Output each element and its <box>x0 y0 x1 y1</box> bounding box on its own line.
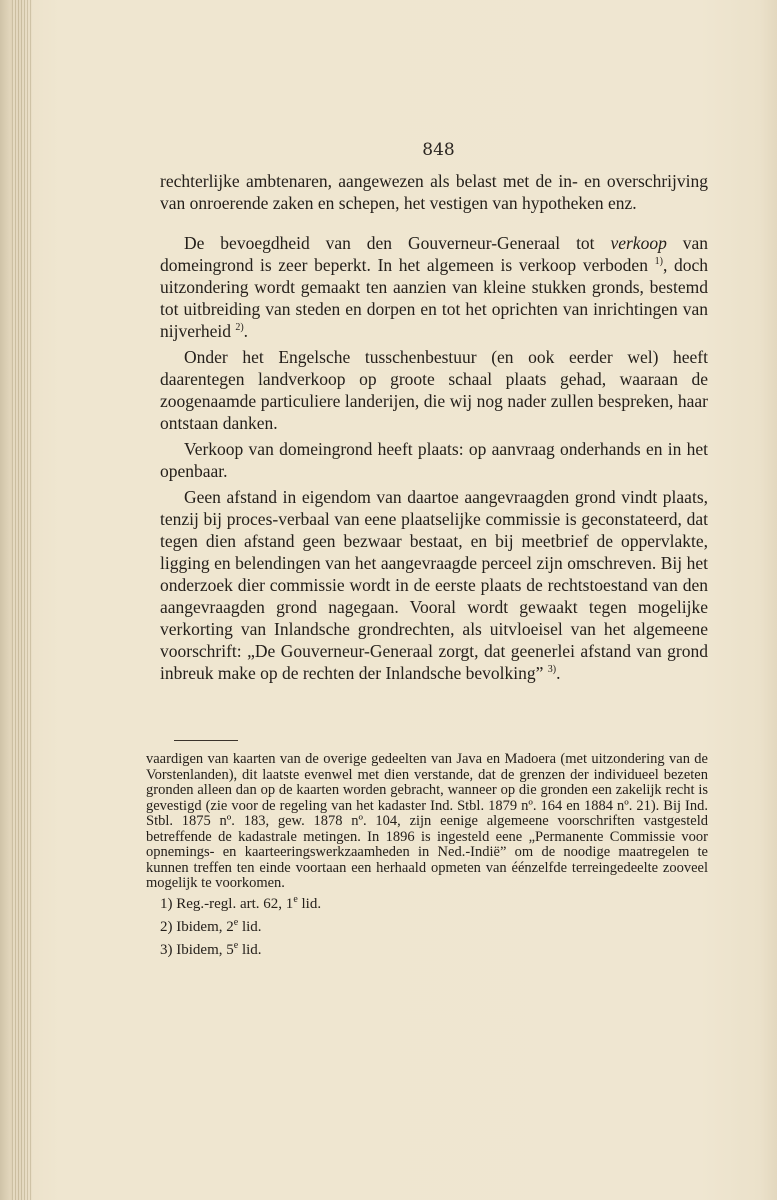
footnote-ref-3[interactable]: 3) <box>547 664 557 676</box>
paragraph-2-part-b: van domeingrond is zeer beperkt. In het algemeen is verkoop verboden <box>160 233 709 275</box>
footnote-divider <box>174 740 238 741</box>
footnote-text: Ibidem, 2 <box>176 918 234 935</box>
footnote-sup: e <box>233 939 239 951</box>
paragraph-5-end: . <box>556 663 561 683</box>
footnote-continuation: vaardigen van kaarten van de overige gedeelten van Java en Madoera (met uitzondering van de Vorstenlanden), dit laatste evenwel met dien verstande, dat de grenzen der individueel bezeten gronden alleen dan op de kaarten worden gebracht, wanneer op die gronden een zakelijk recht is gevestigd (zie voor de regeling van het kadaster Ind. Stbl. 1879 nº. 164 en 1884 nº. 21). Bij Ind. Stbl. 1875 nº. 183, gew. 1878 nº. 104, zijn eenige algemeene voorschriften vastgesteld betreffende de kadastrale metingen. In 1896 is ingesteld eene „Permanente Commissie voor opnemings- en kaarteeringswerkzaamheden in Ned.-Indië” om de noodige maatregelen te kunnen treffen ten einde voortaan een herhaald opmeten van éénzelfde terreingedeelte zooveel mogelijk te voorkomen. <box>146 751 708 891</box>
book-page-edge <box>12 0 32 1200</box>
footnote-marker: 2) <box>160 918 173 935</box>
footnote-3 <box>160 940 708 960</box>
footnote-2 <box>160 917 708 937</box>
footnote-ref-1[interactable]: 1) <box>654 256 663 268</box>
footnote-tail: lid. <box>238 918 262 935</box>
paragraph-3: Onder het Engelsche tusschenbestuur (en ook eerder wel) heeft daarentegen landverkoop op groote schaal plaats gehad, waaraan de zoogenaamde particuliere landerijen, die wij nog nader zullen bespreken, haar ontstaan danken. <box>160 347 708 433</box>
footnote-1 <box>160 894 708 914</box>
footnotes-section <box>146 752 708 963</box>
footnote-text: Ibidem, 5 <box>176 941 234 958</box>
paragraph-2-part-a: De bevoegdheid van den Gouverneur-Generaal tot <box>184 233 595 253</box>
paragraph-5-text: Geen afstand in eigendom van daartoe aangevraagden grond vindt plaats, tenzij bij proces-verbaal van eene plaatselijke commissie is geconstateerd, dat tegen dien afstand geen bezwaar bestaat, en bij meetbrief de oppervlakte, ligging en belendingen van het aangevraagde perceel zijn omschreven. Bij het onderzoek dier commissie wordt in de eerste plaats de rechtstoestand van den aangevraagden grond nagegaan. Vooral wordt gewaakt tegen mogelijke verkorting van Inlandsche grondrechten, als uitvloeisel van het algemeene voorschrift: „De Gouverneur-Generaal zorgt, dat geenerlei afstand van grond inbreuk make op de rechten der Inlandsche bevolking” <box>160 487 708 683</box>
page-number: 848 <box>422 140 455 160</box>
paragraph-1: rechterlijke ambtenaren, aangewezen als belast met de in- en overschrijving van onroerende zaken en schepen, het vestigen van hypotheken enz. <box>160 171 708 213</box>
footnote-tail: lid. <box>297 895 322 912</box>
paragraph-2 <box>160 232 708 342</box>
footnote-marker: 1) <box>160 895 173 912</box>
footnote-sup: e <box>293 893 298 905</box>
paragraph-5 <box>160 486 708 684</box>
footnote-list <box>146 894 708 960</box>
footnote-text: Reg.-regl. art. 62, 1 <box>176 895 294 912</box>
main-text <box>160 170 708 688</box>
paragraph-2-end: . <box>243 321 249 341</box>
footnote-ref-2[interactable]: 2) <box>235 322 244 334</box>
emphasis-verkoop: verkoop <box>610 233 667 253</box>
footnote-sup: e <box>233 916 239 928</box>
paragraph-4: Verkoop van domeingrond heeft plaats: op aanvraag onderhands en in het openbaar. <box>160 439 708 481</box>
paragraph-2-part-c: , doch uitzondering wordt gemaakt ten aanzien van kleine stukken gronds, bestemd tot uitbreiding van steden en dorpen en tot het oprichten van inrichtingen van nijverheid <box>160 255 708 341</box>
footnote-marker: 3) <box>160 941 173 958</box>
footnote-tail: lid. <box>238 941 262 958</box>
